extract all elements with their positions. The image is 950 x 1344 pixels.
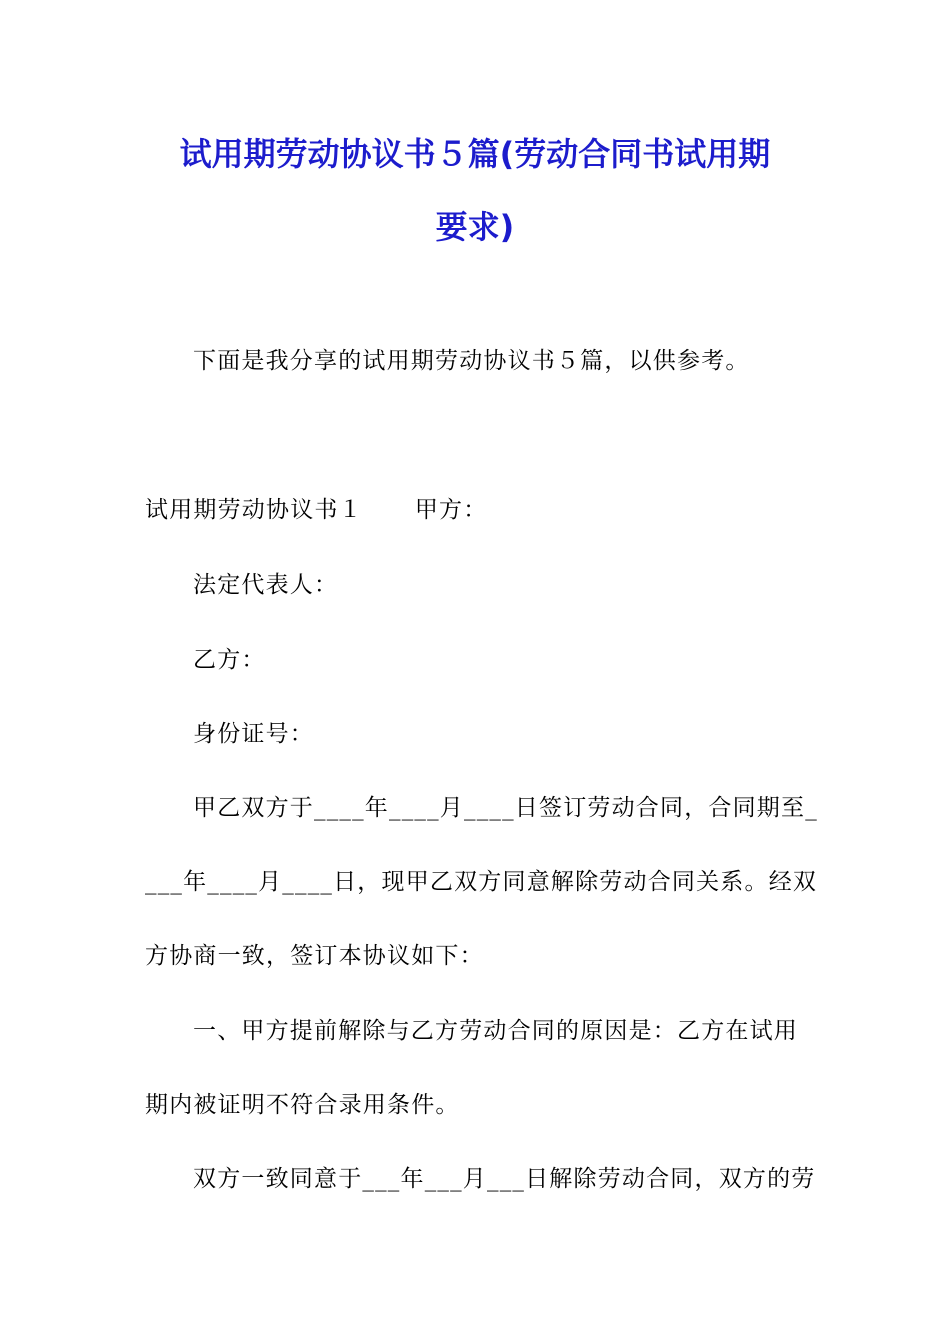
- document-title-line-2: 要求): [435, 208, 515, 246]
- intro-paragraph: 下面是我分享的试用期劳动协议书５篇，以供参考。: [193, 348, 750, 374]
- paragraph-2-line-1: 一、甲方提前解除与乙方劳动合同的原因是：乙方在试用: [193, 1018, 798, 1044]
- legal-representative-label: 法定代表人：: [193, 572, 339, 598]
- paragraph-1-line-2: ___年____月____日，现甲乙双方同意解除劳动合同关系。经双: [145, 869, 818, 895]
- party-a-label: 甲方：: [414, 497, 488, 523]
- paragraph-1-line-1: 甲乙双方于____年____月____日签订劳动合同，合同期至_: [193, 795, 818, 821]
- party-b-label: 乙方：: [193, 647, 266, 673]
- paragraph-2-line-2: 期内被证明不符合录用条件。: [145, 1092, 460, 1118]
- paragraph-3-line-1: 双方一致同意于___年___月___日解除劳动合同，双方的劳: [193, 1166, 816, 1192]
- paragraph-1-line-3: 方协商一致，签订本协议如下：: [145, 943, 484, 969]
- id-number-label: 身份证号：: [193, 721, 314, 747]
- section-heading-row: [145, 495, 487, 525]
- section-heading: 试用期劳动协议书１: [145, 497, 363, 523]
- document-title-line-1: 试用期劳动协议书５篇(劳动合同书试用期: [179, 135, 771, 173]
